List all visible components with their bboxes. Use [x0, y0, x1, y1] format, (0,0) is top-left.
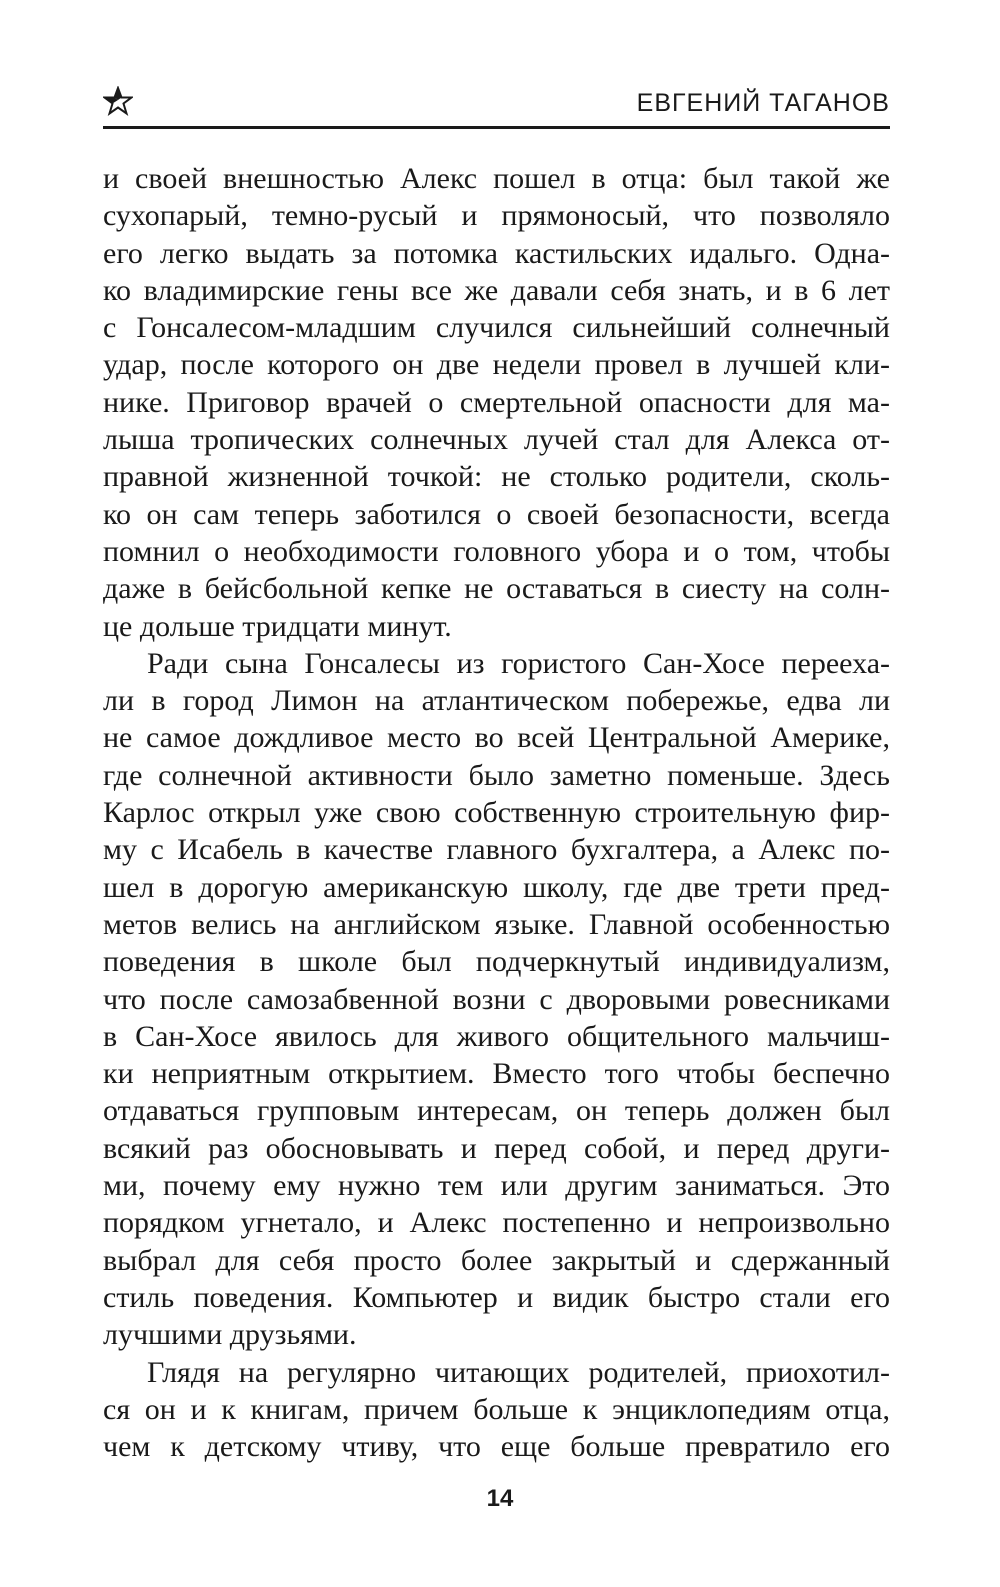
text-line: ко он сам теперь заботился о своей безопасности, всегда [103, 497, 890, 531]
star-icon [103, 86, 133, 116]
text-line: даже в бейсбольной кепке не оставаться в сиесту на солн- [103, 572, 890, 606]
text-line: му с Исабель в качестве главного бухгалтера, а Алекс по- [103, 833, 890, 867]
header-rule [103, 126, 890, 129]
text-line: что после самозабвенной возни с дворовыми ровесниками [103, 982, 890, 1016]
text-line: лучшими друзьями. [103, 1318, 357, 1352]
text-line: выбрал для себя просто более закрытый и сдержанный [103, 1243, 890, 1277]
text-line: ки неприятным открытием. Вместо того чтобы беспечно [103, 1057, 890, 1091]
running-header [103, 84, 890, 130]
text-line: ли в город Лимон на атлантическом побережье, едва ли [103, 684, 890, 718]
text-line: с Гонсалесом-младшим случился сильнейший солнечный [103, 311, 890, 345]
text-line: помнил о необходимости головного убора и о том, чтобы [103, 534, 890, 568]
text-line: не самое дождливое место во всей Центральной Америке, [103, 721, 890, 755]
text-line: отдаваться групповым интересам, он теперь должен был [103, 1094, 890, 1128]
paragraph [103, 1354, 890, 1466]
text-line: его легко выдать за потомка кастильских идальго. Одна- [103, 236, 890, 270]
text-line: ся он и к книгам, причем больше к энциклопедиям отца, [103, 1392, 890, 1426]
text-line: в Сан-Хосе явилось для живого общительного мальчиш- [103, 1019, 890, 1053]
text-line: шел в дорогую американскую школу, где две трети пред- [103, 870, 890, 904]
text-line: правной жизненной точкой: не столько родители, сколь- [103, 460, 890, 494]
author-name: ЕВГЕНИЙ ТАГАНОВ [636, 89, 890, 117]
text-line: метов велись на английском языке. Главной особенностью [103, 907, 890, 941]
text-line: ко владимирские гены все же давали себя знать, и в 6 лет [103, 273, 890, 307]
text-line: поведения в школе был подчеркнутый индивидуализм, [103, 945, 890, 979]
text-line: удар, после которого он две недели провел в лучшей кли- [103, 348, 890, 382]
body-text [103, 160, 890, 1465]
text-line: нике. Приговор врачей о смертельной опасности для ма- [103, 385, 890, 419]
text-line: чем к детскому чтиву, что еще больше превратило его [103, 1430, 890, 1464]
text-line: и своей внешностью Алекс пошел в отца: был такой же [103, 162, 890, 195]
text-line: Карлос открыл уже свою собственную строительную фир- [103, 796, 890, 830]
paragraph [103, 645, 890, 1354]
text-line: ми, почему ему нужно тем или другим заниматься. Это [103, 1169, 890, 1203]
text-line: Ради сына Гонсалесы из гористого Сан-Хосе перееха- [147, 646, 890, 680]
text-line: це дольше тридцати минут. [103, 609, 452, 643]
text-line: где солнечной активности было заметно поменьше. Здесь [103, 758, 890, 792]
page-number: 14 [486, 1485, 514, 1512]
text-line: сухопарый, темно-русый и прямоносый, что позволяло [103, 199, 890, 233]
text-line: всякий раз обосновывать и перед собой, и перед други- [103, 1131, 890, 1165]
text-line: стиль поведения. Компьютер и видик быстро стали его [103, 1280, 890, 1314]
text-line: Глядя на регулярно читающих родителей, приохотил- [147, 1355, 890, 1389]
text-line: порядком угнетало, и Алекс постепенно и непроизвольно [103, 1206, 890, 1240]
text-line: лыша тропических солнечных лучей стал для Алекса от- [103, 423, 890, 457]
paragraph [103, 160, 890, 645]
